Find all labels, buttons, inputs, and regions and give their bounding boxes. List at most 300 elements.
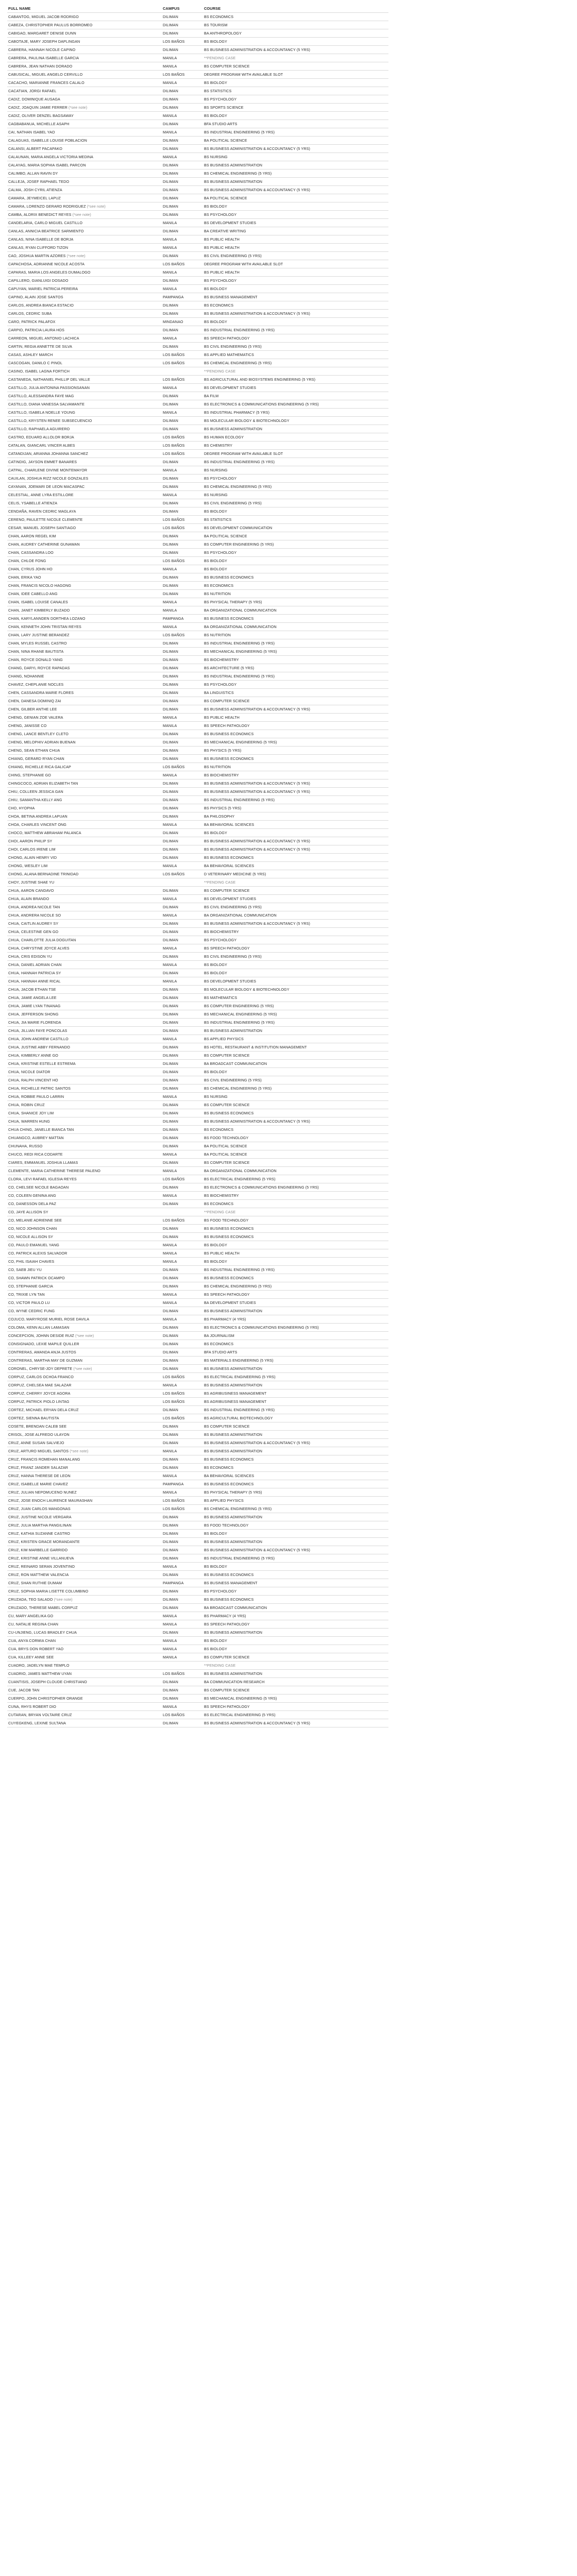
name-cell: CHUA, HANNAH ANNE RICAL bbox=[7, 977, 162, 986]
name-cell: CO, NICOLE ALLISON SY bbox=[7, 1233, 162, 1241]
campus-cell: DILIMAN bbox=[162, 46, 203, 54]
name-cell: CHOA, CHARLES VINCENT ONG bbox=[7, 821, 162, 829]
name-cell: CABRERA, JEAN NATHAN DORADO bbox=[7, 62, 162, 71]
name-cell: CHUA, JACOB ETHAN TSE bbox=[7, 986, 162, 994]
course-cell: BS NURSING bbox=[203, 153, 388, 161]
course-cell: BS BUSINESS ECONOMICS bbox=[203, 615, 388, 623]
name-cell: CORPUZ, CARLOS OCHOA FRANCO bbox=[7, 1373, 162, 1381]
course-cell: BS BUSINESS ECONOMICS bbox=[203, 1233, 388, 1241]
name-cell: CHUA, DANIEL ADRIAN CHAN bbox=[7, 961, 162, 969]
campus-cell: DILIMAN bbox=[162, 590, 203, 598]
course-cell: BS PUBLIC HEALTH bbox=[203, 714, 388, 722]
name-cell: CHUA, JOHN ANDREW CASTILLO bbox=[7, 1035, 162, 1043]
course-cell: BS INDUSTRIAL PHARMACY (5 YRS) bbox=[203, 409, 388, 417]
table-row bbox=[7, 1241, 388, 1249]
campus-cell: DILIMAN bbox=[162, 1678, 203, 1686]
campus-cell: DILIMAN bbox=[162, 648, 203, 656]
table-row bbox=[7, 1645, 388, 1653]
table-row bbox=[7, 1505, 388, 1513]
table-row bbox=[7, 1686, 388, 1694]
table-row bbox=[7, 1126, 388, 1134]
campus-cell: MANILA bbox=[162, 1563, 203, 1571]
table-row bbox=[7, 384, 388, 392]
course-cell: BS AGRIBUSINESS MANAGEMENT bbox=[203, 1389, 388, 1398]
course-cell: BA ORGANIZATIONAL COMMUNICATION bbox=[203, 606, 388, 615]
campus-cell: DILIMAN bbox=[162, 137, 203, 145]
table-row bbox=[7, 1109, 388, 1117]
name-cell: CO, MELANIE ADRIENNE SEE bbox=[7, 1216, 162, 1225]
name-cell: CESAR, MANUEL JOSEPH SANTIAGO bbox=[7, 524, 162, 532]
campus-cell: DILIMAN bbox=[162, 1464, 203, 1472]
campus-cell: MANILA bbox=[162, 565, 203, 573]
table-row bbox=[7, 1084, 388, 1093]
name-cell: CHAVEZ, CHEPLANIE NOCLES bbox=[7, 681, 162, 689]
campus-cell: MANILA bbox=[162, 1167, 203, 1175]
campus-cell: DILIMAN bbox=[162, 837, 203, 845]
course-cell: BS BUSINESS ADMINISTRATION & ACCOUNTANCY (5 YRS) bbox=[203, 1117, 388, 1126]
table-row bbox=[7, 137, 388, 145]
course-cell: BS BUSINESS ADMINISTRATION bbox=[203, 1307, 388, 1315]
campus-cell: DILIMAN bbox=[162, 29, 203, 38]
campus-cell: MANILA bbox=[162, 1249, 203, 1258]
campus-cell: MANILA bbox=[162, 491, 203, 499]
course-cell: BS INDUSTRIAL ENGINEERING (5 YRS) bbox=[203, 1266, 388, 1274]
course-cell: BS BUSINESS MANAGEMENT bbox=[203, 293, 388, 301]
campus-cell: MANILA bbox=[162, 244, 203, 252]
name-cell: CANLAS, NINA ISABELLE DE BORJA bbox=[7, 235, 162, 244]
table-row bbox=[7, 1464, 388, 1472]
table-row bbox=[7, 46, 388, 54]
name-cell: CUA, KILLEEY ANNE SEE bbox=[7, 1653, 162, 1662]
course-cell: BS BUSINESS ADMINISTRATION bbox=[203, 1670, 388, 1678]
table-row bbox=[7, 178, 388, 186]
table-row bbox=[7, 277, 388, 285]
campus-cell: DILIMAN bbox=[162, 211, 203, 219]
table-row bbox=[7, 1307, 388, 1315]
course-cell: BA LINGUISTICS bbox=[203, 689, 388, 697]
campus-cell: DILIMAN bbox=[162, 95, 203, 104]
campus-cell: DILIMAN bbox=[162, 1117, 203, 1126]
course-cell: BS INDUSTRIAL ENGINEERING (5 YRS) bbox=[203, 458, 388, 466]
name-cell: CHANG, NOHANNIE bbox=[7, 672, 162, 681]
name-cell: CACATIAN, JORGI RAFAEL bbox=[7, 87, 162, 95]
name-cell: CO, CHELSEE NICOLE BAGAOAN bbox=[7, 1183, 162, 1192]
name-cell: CHING, STEPHANIE GO bbox=[7, 771, 162, 779]
course-cell: BA ORGANIZATIONAL COMMUNICATION bbox=[203, 623, 388, 631]
campus-cell: DILIMAN bbox=[162, 277, 203, 285]
campus-cell: DILIMAN bbox=[162, 1340, 203, 1348]
course-cell: BFA STUDIO ARTS bbox=[203, 120, 388, 128]
name-cell: CABIGAO, MARGARET DENISE DUNN bbox=[7, 29, 162, 38]
course-cell: BS NUTRITION bbox=[203, 763, 388, 771]
course-cell: BS BUSINESS ADMINISTRATION & ACCOUNTANCY (5 YRS) bbox=[203, 46, 388, 54]
table-row bbox=[7, 1546, 388, 1554]
name-cell: CADIZ, JOAQUIN JAMIE FERRER (*see note) bbox=[7, 104, 162, 112]
course-cell: BS BUSINESS ADMINISTRATION bbox=[203, 1027, 388, 1035]
name-cell: CHINGCOCO, ADRIAN ELIZABETH TAN bbox=[7, 779, 162, 788]
name-cell: CAGBABANUA, MICHELLE ASAPH bbox=[7, 120, 162, 128]
name-cell: CRUZ, KATHIA SUZANNE CASTRO bbox=[7, 1530, 162, 1538]
table-row bbox=[7, 1225, 388, 1233]
campus-cell: DILIMAN bbox=[162, 738, 203, 747]
name-cell: CHEN, GILBER ANTHE LEE bbox=[7, 705, 162, 714]
name-cell: CHAN, CASSANDRA LOO bbox=[7, 549, 162, 557]
name-cell: CHIU, SAMANTHA KELLY ANG bbox=[7, 796, 162, 804]
course-cell: BS BUSINESS ADMINISTRATION bbox=[203, 1365, 388, 1373]
table-row bbox=[7, 1538, 388, 1546]
table-row bbox=[7, 1389, 388, 1398]
campus-cell: DILIMAN bbox=[162, 1365, 203, 1373]
table-row bbox=[7, 87, 388, 95]
column-header-campus: CAMPUS bbox=[163, 6, 180, 11]
name-cell: CHANG, DARYL ROYCE RAPADAS bbox=[7, 664, 162, 672]
campus-cell: MANILA bbox=[162, 1035, 203, 1043]
table-header bbox=[7, 3, 388, 13]
name-cell: CHAN, NINA RHANE BAUTISTA bbox=[7, 648, 162, 656]
table-row bbox=[7, 285, 388, 293]
name-cell: CRUZ, ANNE SUSAN SALVIEJO bbox=[7, 1439, 162, 1447]
table-row bbox=[7, 202, 388, 211]
course-cell: BS BUSINESS ECONOMICS bbox=[203, 1480, 388, 1488]
column-header-full-name: FULL NAME bbox=[8, 6, 31, 11]
table-row bbox=[7, 953, 388, 961]
campus-cell: DILIMAN bbox=[162, 1439, 203, 1447]
table-row bbox=[7, 615, 388, 623]
name-cell: CALAUNAN, MARIA ANGELA VICTORIA MEDINA bbox=[7, 153, 162, 161]
campus-cell: DILIMAN bbox=[162, 400, 203, 409]
course-cell: BS BIOLOGY bbox=[203, 829, 388, 837]
course-cell: BS BIOLOGY bbox=[203, 1068, 388, 1076]
table-row bbox=[7, 235, 388, 244]
course-cell: BS BUSINESS ADMINISTRATION & ACCOUNTANCY (5 YRS) bbox=[203, 920, 388, 928]
table-row bbox=[7, 722, 388, 730]
name-cell: CHAN, FRANCIS NICOLO HAGONG bbox=[7, 582, 162, 590]
course-cell: BS MATERIALS ENGINEERING (5 YRS) bbox=[203, 1357, 388, 1365]
table-row bbox=[7, 79, 388, 87]
campus-cell: DILIMAN bbox=[162, 549, 203, 557]
name-cell: CONTRERAS, MARTHA MAY DE GUZMAN bbox=[7, 1357, 162, 1365]
course-cell: BS COMPUTER ENGINEERING (5 YRS) bbox=[203, 1002, 388, 1010]
course-cell: BS BUSINESS ADMINISTRATION & ACCOUNTANCY (5 YRS) bbox=[203, 310, 388, 318]
table-row bbox=[7, 928, 388, 936]
course-cell: BS SPORTS SCIENCE bbox=[203, 104, 388, 112]
campus-cell: DILIMAN bbox=[162, 483, 203, 491]
name-cell: CHUA, JUSTINE ABBY FERNANDO bbox=[7, 1043, 162, 1052]
table-row bbox=[7, 1381, 388, 1389]
table-row bbox=[7, 1060, 388, 1068]
course-cell: **PENDING CASE bbox=[203, 878, 388, 887]
course-cell: BS ELECTRICAL ENGINEERING (5 YRS) bbox=[203, 1373, 388, 1381]
course-cell: BS INDUSTRIAL ENGINEERING (5 YRS) bbox=[203, 326, 388, 334]
name-cell: CALMA, JOSH CYRIL ATIENZA bbox=[7, 186, 162, 194]
table-row bbox=[7, 392, 388, 400]
course-cell: BA POLITICAL SCIENCE bbox=[203, 194, 388, 202]
campus-cell: DILIMAN bbox=[162, 1406, 203, 1414]
campus-cell: LOS BAÑOS bbox=[162, 433, 203, 442]
campus-cell: MANILA bbox=[162, 1381, 203, 1389]
course-cell: BS PSYCHOLOGY bbox=[203, 277, 388, 285]
course-cell: BS FOOD TECHNOLOGY bbox=[203, 1521, 388, 1530]
campus-cell: DILIMAN bbox=[162, 639, 203, 648]
campus-cell: MANILA bbox=[162, 1299, 203, 1307]
table-row bbox=[7, 944, 388, 953]
name-cell: CAPINO, ALAIN JOSE SANTOS bbox=[7, 293, 162, 301]
campus-cell: DILIMAN bbox=[162, 1027, 203, 1035]
name-cell: CO, PAULO EMANUEL YANG bbox=[7, 1241, 162, 1249]
campus-cell: MANILA bbox=[162, 466, 203, 474]
table-row bbox=[7, 54, 388, 62]
table-row bbox=[7, 409, 388, 417]
course-cell: BS COMPUTER ENGINEERING (5 YRS) bbox=[203, 540, 388, 549]
table-row bbox=[7, 672, 388, 681]
table-row bbox=[7, 1266, 388, 1274]
table-row bbox=[7, 1406, 388, 1414]
table-row bbox=[7, 186, 388, 194]
campus-cell bbox=[162, 1662, 203, 1670]
name-cell: CHUA, ALAIN BRANDO bbox=[7, 895, 162, 903]
course-cell: BS APPLIED MATHEMATICS bbox=[203, 351, 388, 359]
course-cell: BS BIOLOGY bbox=[203, 38, 388, 46]
table-row bbox=[7, 376, 388, 384]
table-row bbox=[7, 71, 388, 79]
course-cell: BS BUSINESS ADMINISTRATION & ACCOUNTANCY (5 YRS) bbox=[203, 705, 388, 714]
table-row bbox=[7, 1324, 388, 1332]
table-row bbox=[7, 582, 388, 590]
campus-cell: DILIMAN bbox=[162, 1134, 203, 1142]
campus-cell: PAMPANGA bbox=[162, 1480, 203, 1488]
campus-cell: DILIMAN bbox=[162, 1076, 203, 1084]
campus-cell: MANILA bbox=[162, 1093, 203, 1101]
table-row bbox=[7, 1142, 388, 1150]
course-cell: BS PHYSICAL THERAPY (5 YRS) bbox=[203, 1488, 388, 1497]
table-row bbox=[7, 491, 388, 499]
campus-cell: MANILA bbox=[162, 1653, 203, 1662]
course-cell: BA FILM bbox=[203, 392, 388, 400]
course-cell: BS INDUSTRIAL ENGINEERING (5 YRS) bbox=[203, 1406, 388, 1414]
course-cell: BS BUSINESS ADMINISTRATION & ACCOUNTANCY (5 YRS) bbox=[203, 837, 388, 845]
course-cell: BA DEVELOPMENT STUDIES bbox=[203, 1299, 388, 1307]
name-cell: CHAN, JANET KIMBERLY BUZADO bbox=[7, 606, 162, 615]
course-cell: BS ECONOMICS bbox=[203, 13, 388, 21]
table-row bbox=[7, 1249, 388, 1258]
name-cell: CARO, PATRICK PALAFOX bbox=[7, 318, 162, 326]
course-cell: DEGREE PROGRAM WITH AVAILABLE SLOT bbox=[203, 260, 388, 268]
table-row bbox=[7, 936, 388, 944]
table-row bbox=[7, 598, 388, 606]
course-cell: BS AGRIBUSINESS MANAGEMENT bbox=[203, 1398, 388, 1406]
table-row bbox=[7, 466, 388, 474]
name-cell: CHUA, ANDRERA NICOLE SO bbox=[7, 911, 162, 920]
name-cell: CONCEPCION, JOHNN DESIDE RUIZ (*see note) bbox=[7, 1332, 162, 1340]
table-row bbox=[7, 804, 388, 812]
table-row bbox=[7, 1159, 388, 1167]
campus-cell: DILIMAN bbox=[162, 1694, 203, 1703]
table-row bbox=[7, 788, 388, 796]
course-cell: BA BROADCAST COMMUNICATION bbox=[203, 1060, 388, 1068]
name-cell: CRUZ, JULIA MARTHA PANGILINAN bbox=[7, 1521, 162, 1530]
campus-cell: DILIMAN bbox=[162, 747, 203, 755]
campus-cell: DILIMAN bbox=[162, 1455, 203, 1464]
table-row bbox=[7, 1530, 388, 1538]
table-row bbox=[7, 516, 388, 524]
course-cell: BS BIOLOGY bbox=[203, 1645, 388, 1653]
name-cell: CALAGUAS, ISABELLE LOUISE POBLACION bbox=[7, 137, 162, 145]
name-cell: CHIANG, GERARD RYAN CHAN bbox=[7, 755, 162, 763]
name-cell: CHAN, CHLOE FONG bbox=[7, 557, 162, 565]
table-row bbox=[7, 977, 388, 986]
table-row bbox=[7, 540, 388, 549]
campus-cell: DILIMAN bbox=[162, 104, 203, 112]
table-row bbox=[7, 1678, 388, 1686]
campus-cell: DILIMAN bbox=[162, 1109, 203, 1117]
header-row bbox=[7, 3, 388, 13]
name-cell: CORTEZ, SIENNA BAUTISTA bbox=[7, 1414, 162, 1422]
course-cell: BS COMPUTER SCIENCE bbox=[203, 1422, 388, 1431]
campus-cell: LOS BAÑOS bbox=[162, 631, 203, 639]
campus-cell: DILIMAN bbox=[162, 1052, 203, 1060]
course-cell: BS BUSINESS ECONOMICS bbox=[203, 573, 388, 582]
course-cell: BA ORGANIZATIONAL COMMUNICATION bbox=[203, 1167, 388, 1175]
table-row bbox=[7, 95, 388, 104]
campus-cell: LOS BAÑOS bbox=[162, 1497, 203, 1505]
name-cell: CHIANG, RICHELLE RICA GALICAP bbox=[7, 763, 162, 771]
table-row bbox=[7, 755, 388, 763]
table-row bbox=[7, 310, 388, 318]
name-cell: COJUCO, MARYROSE MURIEL ROSE DAVILA bbox=[7, 1315, 162, 1324]
table-row bbox=[7, 1711, 388, 1719]
campus-cell: DILIMAN bbox=[162, 202, 203, 211]
name-cell: CHAN, IDEE CABELLO ANG bbox=[7, 590, 162, 598]
campus-cell: LOS BAÑOS bbox=[162, 351, 203, 359]
table-row bbox=[7, 62, 388, 71]
table-row bbox=[7, 104, 388, 112]
course-cell: BS PHARMACY (4 YRS) bbox=[203, 1612, 388, 1620]
see-note-marker: (*see note) bbox=[87, 204, 106, 209]
course-cell: BS CHEMICAL ENGINEERING (5 YRS) bbox=[203, 483, 388, 491]
name-cell: CONTRERAS, AMANDA ANJA JUSTOS bbox=[7, 1348, 162, 1357]
course-cell: **PENDING CASE bbox=[203, 1662, 388, 1670]
name-cell: CHONG, ALAIN HENRY VID bbox=[7, 854, 162, 862]
course-cell: BA BROADCAST COMMUNICATION bbox=[203, 1604, 388, 1612]
see-note-marker: (*see note) bbox=[69, 105, 88, 110]
campus-cell: MANILA bbox=[162, 1488, 203, 1497]
campus-cell: MANILA bbox=[162, 285, 203, 293]
campus-cell: PAMPANGA bbox=[162, 615, 203, 623]
course-cell: BS ARCHITECTURE (5 YRS) bbox=[203, 664, 388, 672]
table-row bbox=[7, 301, 388, 310]
campus-cell: DILIMAN bbox=[162, 21, 203, 29]
course-cell: BS BUSINESS ADMINISTRATION bbox=[203, 1513, 388, 1521]
name-cell: CORPUZ, CHERRY JOYCE AGORA bbox=[7, 1389, 162, 1398]
course-cell: BS BIOLOGY bbox=[203, 1258, 388, 1266]
campus-cell: DILIMAN bbox=[162, 986, 203, 994]
table-row bbox=[7, 1357, 388, 1365]
course-cell: BS BIOCHEMISTRY bbox=[203, 928, 388, 936]
course-cell: BS DEVELOPMENT STUDIES bbox=[203, 895, 388, 903]
campus-cell: DILIMAN bbox=[162, 1002, 203, 1010]
table-row bbox=[7, 1233, 388, 1241]
table-row bbox=[7, 1216, 388, 1225]
table-row bbox=[7, 681, 388, 689]
table-row bbox=[7, 483, 388, 491]
name-cell: CORTEZ, MICHAEL ERYAN DELA CRUZ bbox=[7, 1406, 162, 1414]
name-cell: CHUA, HANNAH PATRICIA SY bbox=[7, 969, 162, 977]
name-cell: CADIZ, OLIVER DENZEL BAGSAWAY bbox=[7, 112, 162, 120]
campus-cell: MANILA bbox=[162, 153, 203, 161]
table-row bbox=[7, 730, 388, 738]
campus-cell: MANILA bbox=[162, 895, 203, 903]
course-cell: BS CHEMICAL ENGINEERING (5 YRS) bbox=[203, 1505, 388, 1513]
course-cell: BS CIVIL ENGINEERING (5 YRS) bbox=[203, 903, 388, 911]
see-note-marker: (*see note) bbox=[66, 253, 86, 258]
campus-cell: DILIMAN bbox=[162, 301, 203, 310]
table-row bbox=[7, 458, 388, 466]
table-row bbox=[7, 1521, 388, 1530]
campus-cell: MANILA bbox=[162, 714, 203, 722]
table-row bbox=[7, 771, 388, 779]
campus-cell: MANILA bbox=[162, 112, 203, 120]
course-cell: BS BIOLOGY bbox=[203, 202, 388, 211]
table-row bbox=[7, 870, 388, 878]
table-row bbox=[7, 1175, 388, 1183]
course-cell: BS BUSINESS ADMINISTRATION & ACCOUNTANCY (5 YRS) bbox=[203, 788, 388, 796]
campus-cell: MANILA bbox=[162, 54, 203, 62]
campus-cell: MANILA bbox=[162, 1645, 203, 1653]
table-row bbox=[7, 697, 388, 705]
campus-cell: LOS BAÑOS bbox=[162, 1389, 203, 1398]
name-cell: CAPACHOSA, ADRIANNE NICOLE ACOSTA bbox=[7, 260, 162, 268]
name-cell: CHOI, CARLOS IRENE LIM bbox=[7, 845, 162, 854]
name-cell: CUTARAN, BRYAN VOLTAIRE CRUZ bbox=[7, 1711, 162, 1719]
campus-cell: PAMPANGA bbox=[162, 293, 203, 301]
campus-cell: LOS BAÑOS bbox=[162, 1373, 203, 1381]
campus-cell: DILIMAN bbox=[162, 252, 203, 260]
campus-cell: DILIMAN bbox=[162, 392, 203, 400]
campus-cell: MANILA bbox=[162, 79, 203, 87]
name-cell: CU, MARY ANGELIKA GO bbox=[7, 1612, 162, 1620]
campus-cell: LOS BAÑOS bbox=[162, 1670, 203, 1678]
name-cell: CUERPO, JOHN CHRISTOPHER ORANGE bbox=[7, 1694, 162, 1703]
table-row bbox=[7, 994, 388, 1002]
campus-cell: DILIMAN bbox=[162, 1183, 203, 1192]
table-row bbox=[7, 1439, 388, 1447]
name-cell: CO, NICO JOHNSON CHAN bbox=[7, 1225, 162, 1233]
campus-cell: DILIMAN bbox=[162, 343, 203, 351]
table-row bbox=[7, 1703, 388, 1711]
campus-cell: DILIMAN bbox=[162, 1521, 203, 1530]
campus-cell: DILIMAN bbox=[162, 1233, 203, 1241]
campus-cell: LOS BAÑOS bbox=[162, 1711, 203, 1719]
course-cell: **PENDING CASE bbox=[203, 1208, 388, 1216]
course-cell: BS PSYCHOLOGY bbox=[203, 936, 388, 944]
name-cell: CHUA, SHANICE JOY LIM bbox=[7, 1109, 162, 1117]
campus-cell: MANILA bbox=[162, 334, 203, 343]
table-row bbox=[7, 961, 388, 969]
name-cell: CRUZADA, TEO SALADO (*see note) bbox=[7, 1596, 162, 1604]
name-cell: CRUZ, FRANZ JANDER SALAZAR bbox=[7, 1464, 162, 1472]
table-row bbox=[7, 1282, 388, 1291]
name-cell: CARREON, MIGUEL ANTONIO LACHICA bbox=[7, 334, 162, 343]
table-row bbox=[7, 293, 388, 301]
course-cell: BS BUSINESS ADMINISTRATION & ACCOUNTANCY (5 YRS) bbox=[203, 1719, 388, 1727]
name-cell: CHENG, GENIAN ZOE VALERA bbox=[7, 714, 162, 722]
name-cell: CHEN, CASSANDRA MARIE FLORES bbox=[7, 689, 162, 697]
campus-cell: LOS BAÑOS bbox=[162, 1398, 203, 1406]
name-cell: CAUILAN, JOSHUA RIZZ NICOLE GONZALES bbox=[7, 474, 162, 483]
course-cell: BS ECONOMICS bbox=[203, 301, 388, 310]
campus-cell: DILIMAN bbox=[162, 1010, 203, 1019]
campus-cell: DILIMAN bbox=[162, 656, 203, 664]
